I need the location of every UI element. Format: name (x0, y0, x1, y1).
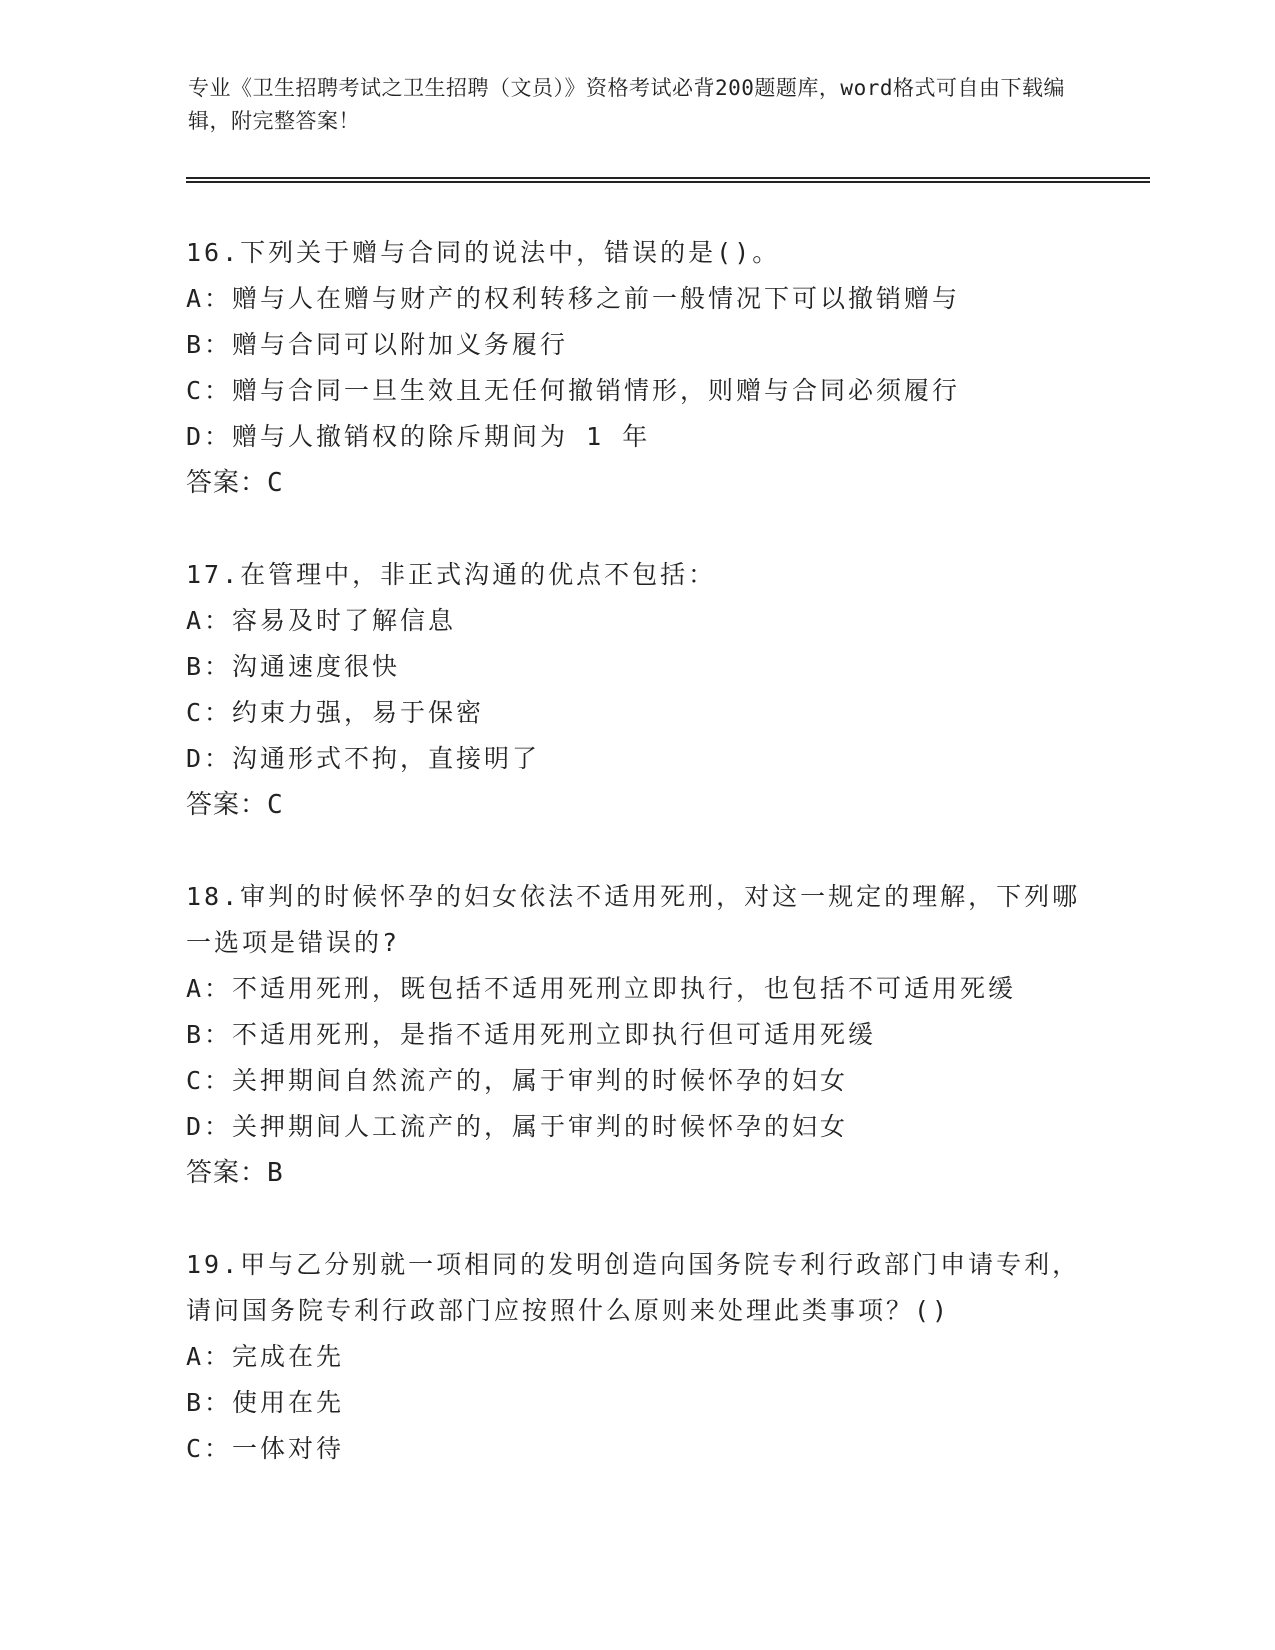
answer-line (186, 782, 1086, 828)
option-d: D：关押期间人工流产的，属于审判的时候怀孕的妇女 (186, 1112, 849, 1141)
option-c: C：赠与合同一旦生效且无任何撤销情形，则赠与合同必须履行 (186, 376, 961, 405)
header-divider-top (186, 177, 1150, 179)
answer-line (186, 460, 1086, 506)
option-d: D：赠与人撤销权的除斥期间为 1 年 (186, 422, 651, 451)
question-16 (186, 230, 1086, 506)
answer-line (186, 1150, 1086, 1196)
header-divider-bottom (186, 181, 1150, 183)
option-d: D：沟通形式不拘，直接明了 (186, 744, 541, 773)
option-b: B：不适用死刑，是指不适用死刑立即执行但可适用死缓 (186, 1020, 877, 1049)
question-17 (186, 552, 1086, 828)
option-b: B：使用在先 (186, 1388, 345, 1417)
option-a: A：容易及时了解信息 (186, 606, 457, 635)
question-stem: 16.下列关于赠与合同的说法中，错误的是()。 (186, 238, 781, 267)
option-a: A：赠与人在赠与财产的权利转移之前一般情况下可以撤销赠与 (186, 284, 961, 313)
option-c: C：一体对待 (186, 1434, 345, 1463)
document-header: 专业《卫生招聘考试之卫生招聘（文员）》资格考试必背200题题库，word格式可自由下载编辑，附完整答案！ (188, 76, 1065, 133)
option-b: B：沟通速度很快 (186, 652, 401, 681)
answer-label: 答案： (186, 1158, 268, 1188)
answer-label: 答案： (186, 790, 268, 820)
option-c: C：关押期间自然流产的，属于审判的时候怀孕的妇女 (186, 1066, 849, 1095)
question-18 (186, 874, 1086, 1196)
answer-value: C (267, 468, 284, 498)
question-list (186, 230, 1086, 1518)
question-stem: 17.在管理中，非正式沟通的优点不包括： (186, 560, 717, 589)
option-c: C：约束力强，易于保密 (186, 698, 485, 727)
answer-label: 答案： (186, 468, 268, 498)
option-a: A：完成在先 (186, 1342, 345, 1371)
answer-value: B (267, 1158, 284, 1188)
question-stem: 19.甲与乙分别就一项相同的发明创造向国务院专利行政部门申请专利，请问国务院专利行政部门应按照什么原则来处理此类事项？() (186, 1250, 1081, 1325)
option-b: B：赠与合同可以附加义务履行 (186, 330, 569, 359)
question-stem: 18.审判的时候怀孕的妇女依法不适用死刑，对这一规定的理解，下列哪一选项是错误的? (186, 882, 1081, 957)
question-19 (186, 1242, 1086, 1472)
answer-value: C (267, 790, 284, 820)
option-a: A：不适用死刑，既包括不适用死刑立即执行，也包括不可适用死缓 (186, 974, 1017, 1003)
